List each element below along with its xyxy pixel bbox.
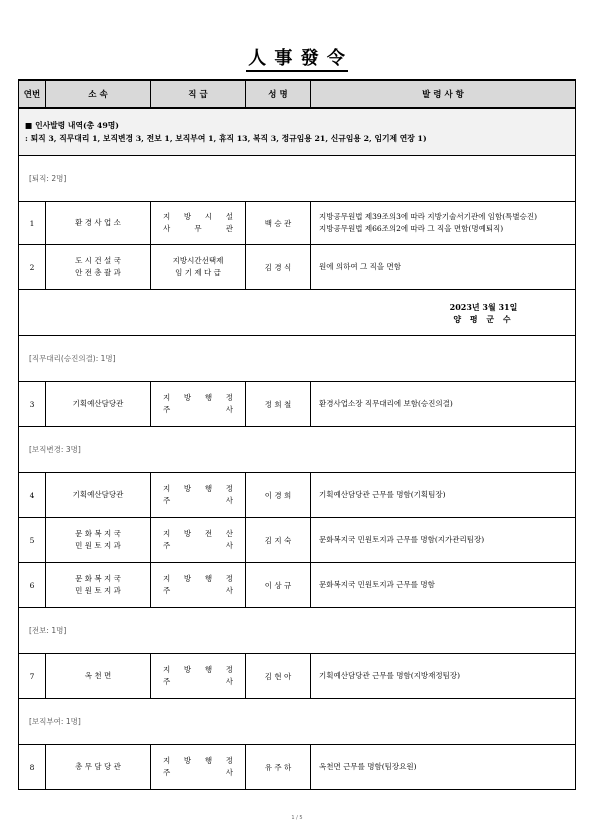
rank-char: 사 (225, 496, 233, 505)
rank-char: 사 (225, 768, 233, 777)
rank-char: 주 (163, 541, 171, 550)
department-line: 환 경 사 업 소 (75, 218, 121, 227)
rank-char: 주 (163, 768, 171, 777)
rank-char: 주 (163, 405, 171, 414)
row-order-detail (311, 654, 576, 699)
rank-char: 산 (225, 529, 233, 538)
row-rank (151, 518, 246, 563)
rank-char: 방 (183, 756, 192, 765)
row-department (46, 563, 151, 608)
rank-char: 사 (225, 541, 233, 550)
rank-char: 방 (183, 212, 192, 221)
row-order-detail (311, 473, 576, 518)
section-reassignment: [보직변경: 3명] (19, 427, 576, 473)
rank-line (163, 676, 233, 688)
section-acting: [직무대리(승진의결): 1명] (19, 336, 576, 382)
row-department (46, 202, 151, 245)
rank-line (163, 211, 233, 223)
row-order-detail (311, 745, 576, 790)
rank-char: 지방시간선택제 (172, 256, 224, 265)
order-detail-line: 문화복지국 민원토지과 근무를 명함(지가관리팀장) (319, 535, 485, 544)
row-name: 유 주 하 (246, 745, 311, 790)
row-order-detail (311, 245, 576, 290)
row-number: 6 (19, 563, 46, 608)
row-number: 4 (19, 473, 46, 518)
order-detail-line: 문화복지국 민원토지과 근무를 명함 (319, 580, 435, 589)
row-rank (151, 382, 246, 427)
department-line: 문 화 복 지 국 (75, 529, 121, 538)
rank-char: 방 (183, 484, 192, 493)
header-rank: 직 급 (151, 80, 246, 108)
rank-line (163, 483, 233, 495)
signature-row (19, 290, 576, 336)
row-department (46, 654, 151, 699)
page-number: 1 / 5 (291, 815, 303, 821)
table-header-row (19, 80, 576, 108)
header-num: 연번 (19, 80, 46, 108)
row-rank (151, 202, 246, 245)
header-name: 성 명 (246, 80, 311, 108)
department-line: 기획예산담당관 (72, 399, 124, 408)
row-order-detail (311, 202, 576, 245)
order-detail-line: 지방공무원법 제39조의3에 따라 지방기술서기관에 임함(특별승진) (319, 212, 538, 221)
rank-char: 정 (225, 665, 233, 674)
row-rank (151, 473, 246, 518)
row-department (46, 382, 151, 427)
table-row (19, 518, 576, 563)
row-rank (151, 654, 246, 699)
rank-char: 설 (225, 212, 233, 221)
row-name: 백 승 관 (246, 202, 311, 245)
section-assignment: [보직부여: 1명] (19, 699, 576, 745)
rank-char: 방 (183, 574, 192, 583)
department-line: 민 원 토 지 과 (75, 586, 121, 595)
rank-line (163, 528, 233, 540)
rank-char: 사 (163, 224, 171, 233)
signature-cell (19, 290, 576, 336)
section-transfer: [전보: 1명] (19, 608, 576, 654)
rank-line (163, 755, 233, 767)
table-row (19, 654, 576, 699)
rank-char: 정 (225, 574, 233, 583)
rank-line (163, 392, 233, 404)
header-dept: 소 속 (46, 80, 151, 108)
rank-char: 지 (163, 756, 171, 765)
document-title: 人 事 發 令 (0, 44, 594, 70)
row-number: 2 (19, 245, 46, 290)
header-detail: 발 령 사 항 (311, 80, 576, 108)
order-detail-line: 기획예산담당관 근무를 명함(기획팀장) (319, 490, 446, 499)
rank-char: 시 (204, 212, 213, 221)
department-line: 민 원 토 지 과 (75, 541, 121, 550)
rank-char: 행 (204, 665, 213, 674)
rank-char: 방 (183, 529, 192, 538)
row-number: 7 (19, 654, 46, 699)
rank-line (163, 495, 233, 507)
rank-line (163, 223, 233, 235)
rank-char: 지 (163, 529, 171, 538)
rank-line (163, 255, 233, 267)
rank-char: 행 (204, 393, 213, 402)
order-detail-line: 옥천면 근무를 명함(팀장요원) (319, 762, 417, 771)
department-line: 총 무 담 당 관 (75, 762, 121, 771)
rank-line (163, 540, 233, 552)
department-line: 도 시 건 설 국 (75, 256, 121, 265)
rank-char: 주 (163, 677, 171, 686)
signature-issuer: 양 평 군 수 (453, 313, 514, 324)
row-name: 김 지 숙 (246, 518, 311, 563)
rank-line (163, 767, 233, 779)
table-row (19, 202, 576, 245)
order-detail-line: 지방공무원법 제66조의2에 따라 그 직을 면함(명예퇴직) (319, 224, 504, 233)
summary-line1: ■ 인사발령 내역(총 49명) (25, 121, 119, 130)
rank-char: 지 (163, 574, 171, 583)
order-detail-line: 기획예산담당관 근무를 명함(지방재정팀장) (319, 671, 461, 680)
signature-date: 2023년 3월 31일 (449, 301, 518, 312)
row-number: 5 (19, 518, 46, 563)
row-department (46, 745, 151, 790)
rank-char: 관 (225, 224, 233, 233)
row-number: 8 (19, 745, 46, 790)
rank-char: 지 (163, 484, 171, 493)
section-row (19, 336, 576, 382)
table-row (19, 563, 576, 608)
table-row (19, 382, 576, 427)
rank-line (163, 573, 233, 585)
row-order-detail (311, 382, 576, 427)
section-row (19, 608, 576, 654)
rank-line (163, 267, 233, 279)
rank-line (163, 585, 233, 597)
rank-char: 주 (163, 496, 171, 505)
row-order-detail (311, 518, 576, 563)
rank-line (163, 664, 233, 676)
rank-char: 정 (225, 484, 233, 493)
rank-char: 지 (163, 665, 171, 674)
row-name: 김 경 식 (246, 245, 311, 290)
rank-char: 방 (183, 393, 192, 402)
row-name: 이 상 규 (246, 563, 311, 608)
order-detail-line: 원에 의하여 그 직을 면함 (319, 262, 401, 271)
rank-char: 지 (163, 212, 171, 221)
table-row (19, 745, 576, 790)
rank-char: 행 (204, 574, 213, 583)
personnel-order-table (18, 79, 576, 790)
rank-char: 지 (163, 393, 171, 402)
section-retirement: [퇴직: 2명] (19, 156, 576, 202)
rank-char: 주 (163, 586, 171, 595)
department-line: 문 화 복 지 국 (75, 574, 121, 583)
order-detail-line: 환경사업소장 직무대리에 보함(승진의결) (319, 399, 453, 408)
department-line: 안 전 총 괄 과 (75, 268, 121, 277)
row-name: 김 현 아 (246, 654, 311, 699)
rank-char: 사 (225, 677, 233, 686)
department-line: 옥 천 면 (84, 671, 112, 680)
section-row (19, 427, 576, 473)
row-order-detail (311, 563, 576, 608)
row-name: 정 희 철 (246, 382, 311, 427)
rank-char: 정 (225, 756, 233, 765)
summary-line2: : 퇴직 3, 직무대리 1, 보직변경 3, 전보 1, 보직부여 1, 휴직 13, 복직 3, 정규임용 21, 신규임용 2, 임기제 연장 1) (25, 134, 427, 143)
summary-row (19, 108, 576, 156)
rank-line (163, 404, 233, 416)
summary-cell (19, 108, 576, 156)
table-row (19, 473, 576, 518)
row-rank (151, 245, 246, 290)
rank-char: 방 (183, 665, 192, 674)
rank-char: 전 (204, 529, 213, 538)
rank-char: 행 (204, 756, 213, 765)
rank-char: 행 (204, 484, 213, 493)
rank-char: 임 기 제 다 급 (175, 268, 221, 277)
row-department (46, 245, 151, 290)
table-row (19, 245, 576, 290)
section-row (19, 699, 576, 745)
rank-char: 무 (194, 224, 202, 233)
row-rank (151, 563, 246, 608)
row-rank (151, 745, 246, 790)
row-department (46, 473, 151, 518)
department-line: 기획예산담당관 (72, 490, 124, 499)
rank-char: 사 (225, 405, 233, 414)
rank-char: 사 (225, 586, 233, 595)
row-number: 1 (19, 202, 46, 245)
rank-char: 정 (225, 393, 233, 402)
row-number: 3 (19, 382, 46, 427)
row-name: 이 경 희 (246, 473, 311, 518)
section-row (19, 156, 576, 202)
row-department (46, 518, 151, 563)
